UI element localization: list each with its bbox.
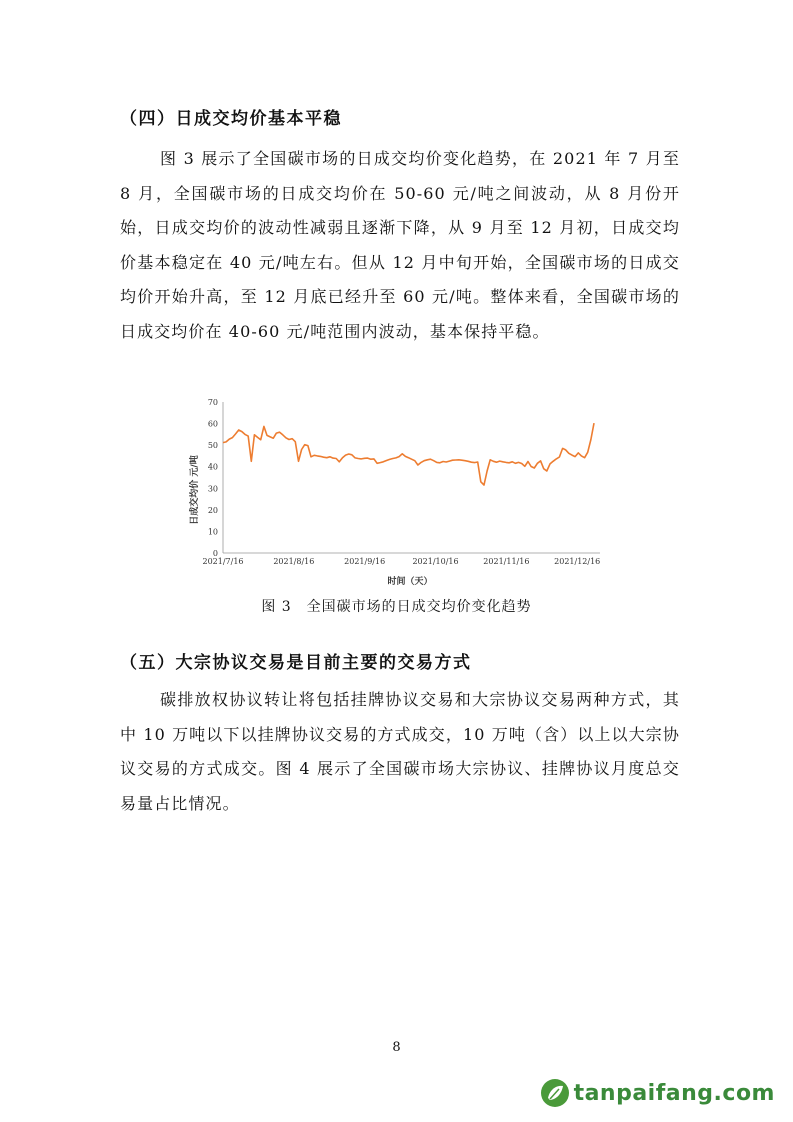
y-axis — [208, 398, 223, 558]
x-tick-label: 2021/7/16 — [202, 557, 244, 566]
series-layer — [223, 423, 594, 485]
watermark — [540, 1078, 775, 1108]
figure-caption: 图 3 全国碳市场的日成交均价变化趋势 — [261, 599, 532, 615]
section-heading: （五）大宗协议交易是目前主要的交易方式 — [120, 653, 472, 673]
x-tick-label: 2021/9/16 — [344, 557, 386, 566]
section-heading: （四）日成交均价基本平稳 — [120, 109, 342, 129]
x-tick-label: 2021/10/16 — [412, 557, 459, 566]
price-trend-chart — [185, 390, 605, 590]
series-line — [223, 423, 594, 485]
x-tick-label: 2021/8/16 — [273, 557, 315, 566]
y-tick-label: 60 — [207, 419, 218, 429]
y-axis-title: 日成交均价 元/吨 — [190, 455, 200, 525]
y-tick-label: 50 — [207, 441, 218, 451]
section-paragraph: 碳排放权协议转让将包括挂牌协议交易和大宗协议交易两种方式，其中 10 万吨以下以挂牌协议交易的方式成交，10 万吨（含）以上以大宗协议交易的方式成交。图 4 展示了全国碳市场大宗协议、挂牌协议月度总交易量占比情况。 — [120, 690, 680, 813]
y-tick-label: 10 — [207, 527, 218, 537]
x-axis-title: 时间（天） — [387, 577, 433, 587]
watermark-text: tanpaifang.com — [573, 1080, 775, 1106]
leaf-logo-icon — [540, 1078, 570, 1108]
y-tick-label: 20 — [207, 505, 218, 515]
page-number: 8 — [392, 1040, 401, 1055]
y-tick-label: 70 — [207, 398, 218, 407]
x-tick-label: 2021/12/16 — [554, 557, 601, 566]
x-axis — [202, 553, 600, 566]
x-tick-label: 2021/11/16 — [483, 557, 530, 566]
y-tick-label: 40 — [207, 462, 218, 472]
y-tick-label: 30 — [207, 484, 218, 494]
y-tick-label: 0 — [212, 549, 218, 558]
section-paragraph: 图 3 展示了全国碳市场的日成交均价变化趋势，在 2021 年 7 月至 8 月，全国碳市场的日成交均价在 50-60 元/吨之间波动，从 8 月份开始，日成交均价的波动性减弱且逐渐下降，从 9 月至 12 月初，日成交均价基本稳定在 40 元/吨左右。但从 12 月中旬开始，全国碳市场的日成交均价开始升高，至 12 月底已经升至 60 元/吨。整体来看，全国碳市场的日成交均价在 40-60 元/吨范围内波动，基本保持平稳。 — [120, 149, 680, 341]
